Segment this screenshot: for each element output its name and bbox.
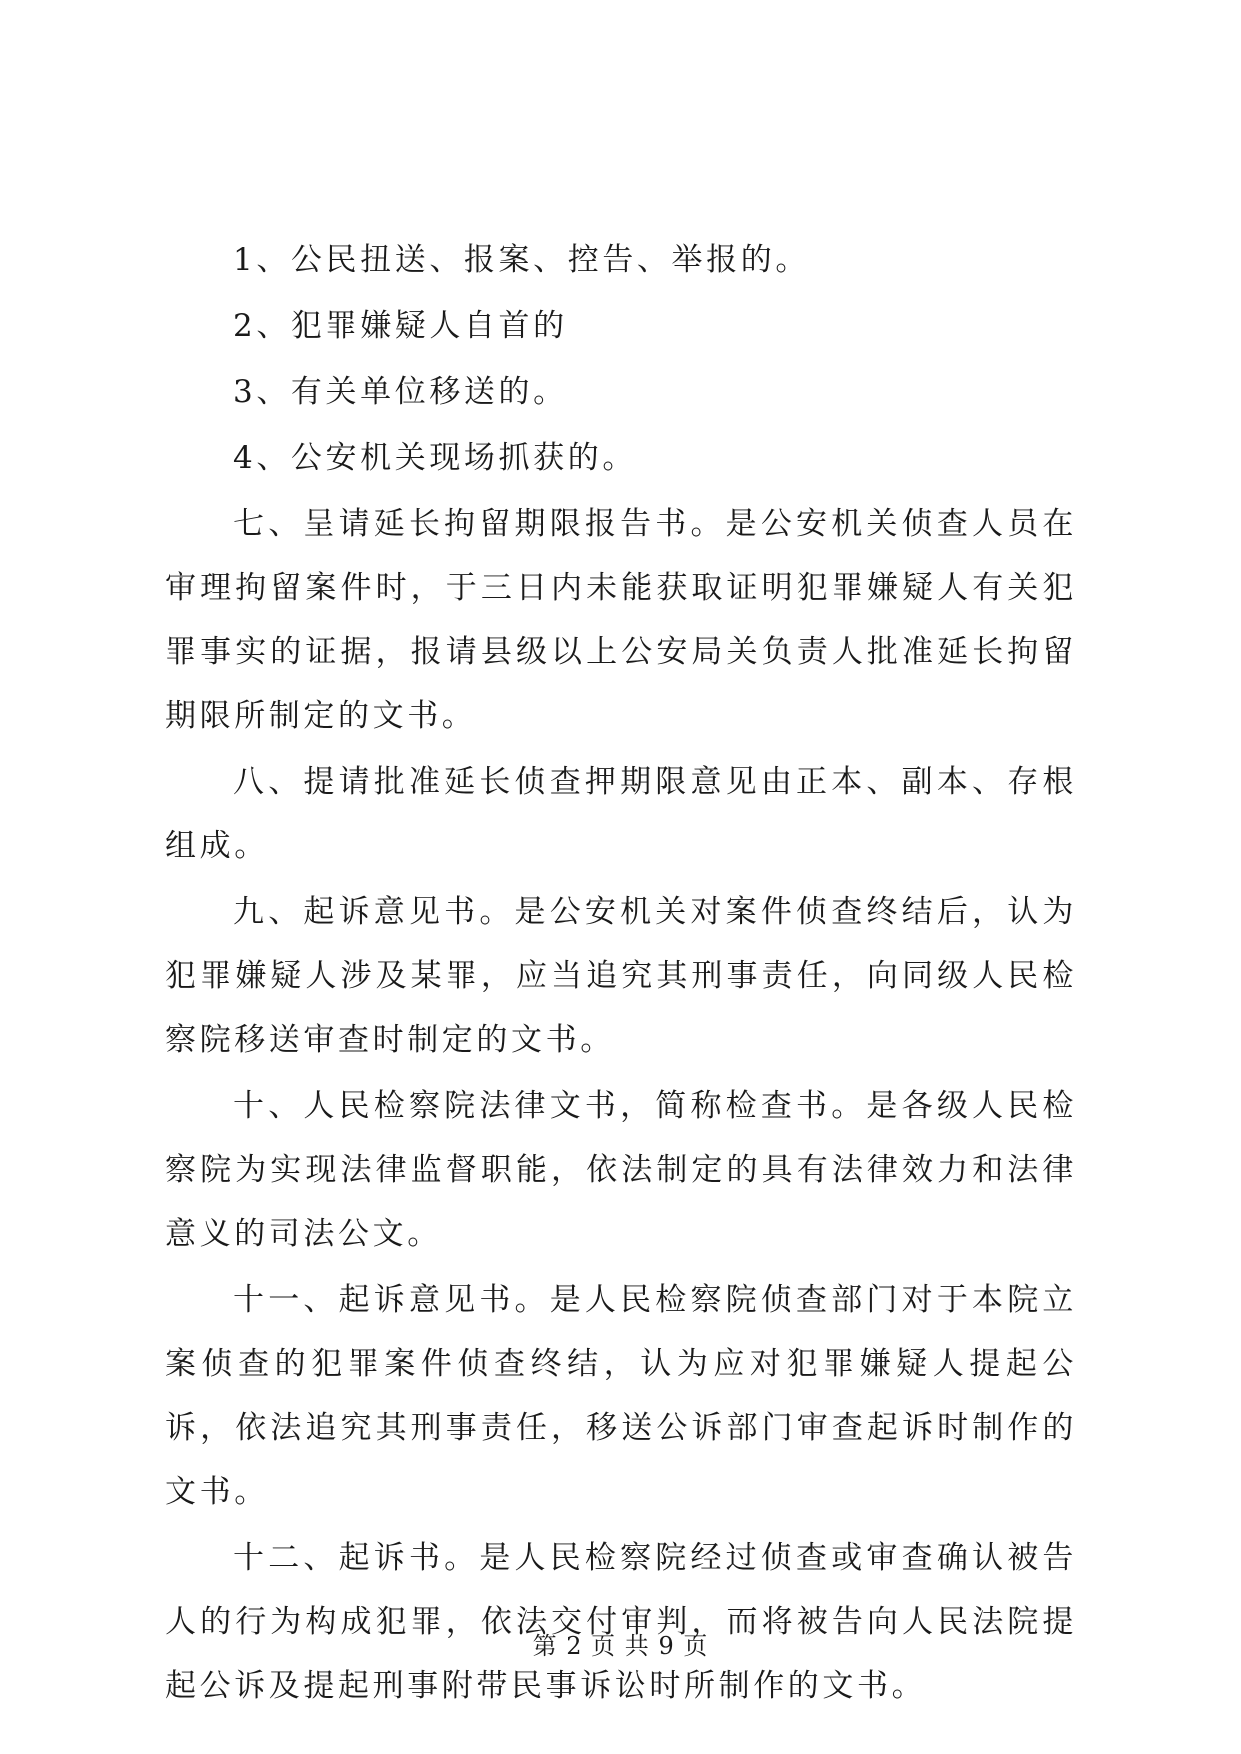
page-footer: 第 2 页 共 9 页 — [532, 1632, 709, 1660]
paragraph-section-8: 八、提请批准延长侦查押期限意见由正本、副本、存根组成。 — [165, 764, 1077, 864]
paragraph-item-2: 2、犯罪嫌疑人自首的 — [233, 308, 568, 344]
paragraph-section-10: 十、人民检察院法律文书，简称检查书。是各级人民检察院为实现法律监督职能，依法制定的具有法律效力和法律意义的司法公文。 — [165, 1088, 1077, 1252]
paragraph-section-11: 十一、起诉意见书。是人民检察院侦查部门对于本院立案侦查的犯罪案件侦查终结，认为应对犯罪嫌疑人提起公诉，依法追究其刑事责任，移送公诉部门审查起诉时制作的文书。 — [165, 1282, 1077, 1510]
document-body — [165, 228, 1077, 1720]
paragraph-section-12: 十二、起诉书。是人民检察院经过侦查或审查确认被告人的行为构成犯罪，依法交付审判，而将被告向人民法院提起公诉及提起刑事附带民事诉讼时所制作的文书。 — [165, 1540, 1077, 1704]
paragraph-section-9: 九、起诉意见书。是公安机关对案件侦查终结后，认为犯罪嫌疑人涉及某罪，应当追究其刑事责任，向同级人民检察院移送审查时制定的文书。 — [165, 894, 1077, 1058]
paragraph-item-1: 1、公民扭送、报案、控告、举报的。 — [233, 242, 810, 278]
paragraph-item-3: 3、有关单位移送的。 — [233, 374, 568, 410]
paragraph-item-4: 4、公安机关现场抓获的。 — [233, 440, 637, 476]
paragraph-section-7: 七、呈请延长拘留期限报告书。是公安机关侦查人员在审理拘留案件时，于三日内未能获取证明犯罪嫌疑人有关犯罪事实的证据，报请县级以上公安局关负责人批准延长拘留期限所制定的文书。 — [165, 506, 1077, 734]
